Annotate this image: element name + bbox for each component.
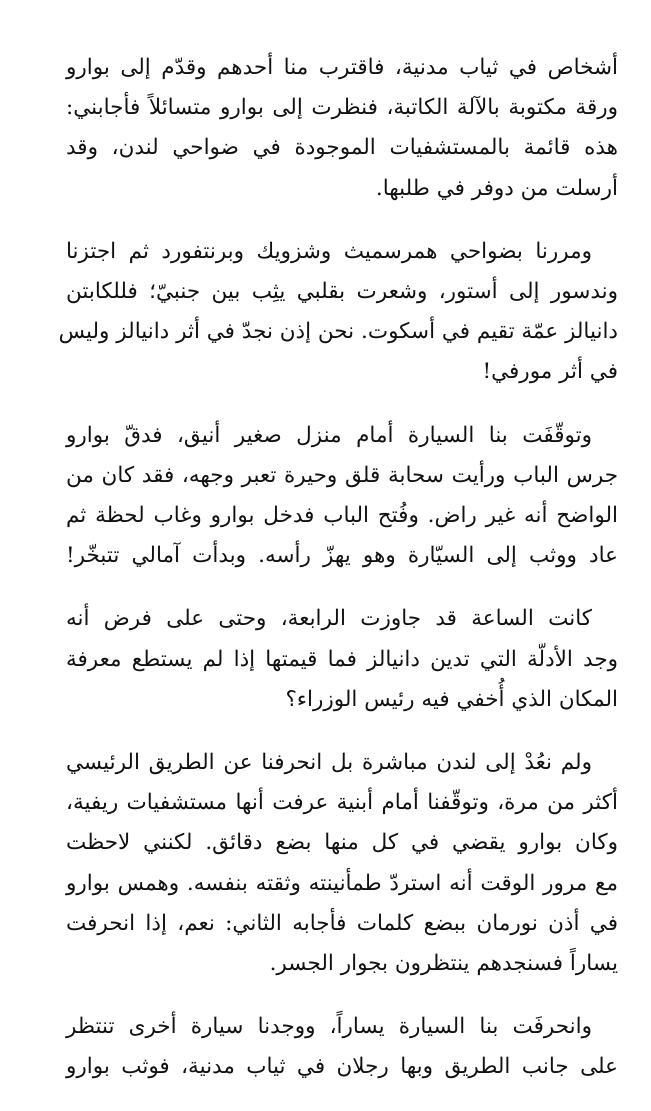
text-line: وجد الأدلّة التي تدين دانيالز فما قيمتها إذا لم يستطع معرفة — [66, 646, 618, 672]
text-line: وندسور إلى أستور، وشعرت بقلبي يثِب بين جنبيّ؛ فللكابتن — [66, 279, 618, 305]
text-line: في أذن نورمان ببضع كلمات فأجابه الثاني: نعم، إذا انحرفت — [66, 910, 618, 936]
text-line: وكان بوارو يقضي في كل منها بضع دقائق. لكنني لاحظت — [66, 830, 618, 856]
text-line: هذه قائمة بالمستشفيات الموجودة في ضواحي لندن، وقد — [66, 135, 618, 161]
text-line: يساراً فسنجدهم ينتظرون بجوار الجسر. — [269, 951, 618, 977]
book-page — [58, 48, 618, 1111]
text-line: أكثر من مرة، وتوقّفنا أمام أبنية عرفت أنها مستشفيات ريفية، — [66, 790, 618, 816]
paragraph-6 — [66, 1007, 618, 1087]
text-line: ورقة مكتوبة بالآلة الكاتبة، فنظرت إلى بوارو متسائلاً فأجابني: — [66, 95, 618, 121]
text-line: جرس الباب ورأيت سحابة قلق وحيرة تعبر وجهه، فقد كان من — [66, 462, 618, 488]
paragraph-2 — [58, 232, 618, 393]
text-line: المكان الذي أُخفي فيه رئيس الوزراء؟ — [285, 686, 618, 712]
text-line: دانيالز عمّة تقيم في أسكوت. نحن إذن نجدّ في أثر دانيالز وليس — [58, 319, 618, 345]
text-line: وتوقّفَت بنا السيارة أمام منزل صغير أنيق، فدقّ بوارو — [66, 422, 592, 448]
paragraph-5 — [66, 743, 618, 984]
text-line: ولم نعُدْ إلى لندن مباشرة بل انحرفنا عن الطريق الرئيسي — [66, 750, 592, 776]
text-line: وانحرفَت بنا السيارة يساراً، ووجدنا سيارة أخرى تنتظر — [66, 1014, 592, 1040]
paragraph-3 — [66, 416, 618, 577]
text-line: ومررنا بضواحي همرسميث وشزويك وبرنتفورد ثم اجتزنا — [66, 238, 592, 264]
text-line: كانت الساعة قد جاوزت الرابعة، وحتى على فرض أنه — [66, 606, 592, 632]
text-line: في أثر مورفي! — [482, 359, 618, 385]
text-line: أشخاص في ثياب مدنية، فاقترب منا أحدهم وقدّم إلى بوارو — [66, 55, 618, 80]
text-line: الواضح أنه غير راض. وفُتح الباب فدخل بوارو وغاب لحظة ثم — [66, 503, 618, 529]
text-line: عاد ووثب إلى السيّارة وهو يهزّ رأسه. وبدأت آمالي تتبخّر! — [66, 543, 618, 569]
text-line: أرسلت من دوفر في طلبها. — [375, 175, 618, 201]
paragraph-1 — [66, 48, 618, 209]
paragraph-4 — [66, 599, 618, 720]
text-line: مع مرور الوقت أنه استردّ طمأنينته وثقته بنفسه. وهمس بوارو — [66, 870, 618, 896]
text-line: على جانب الطريق وبها رجلان في ثياب مدنية، فوثب بوارو — [66, 1054, 618, 1080]
